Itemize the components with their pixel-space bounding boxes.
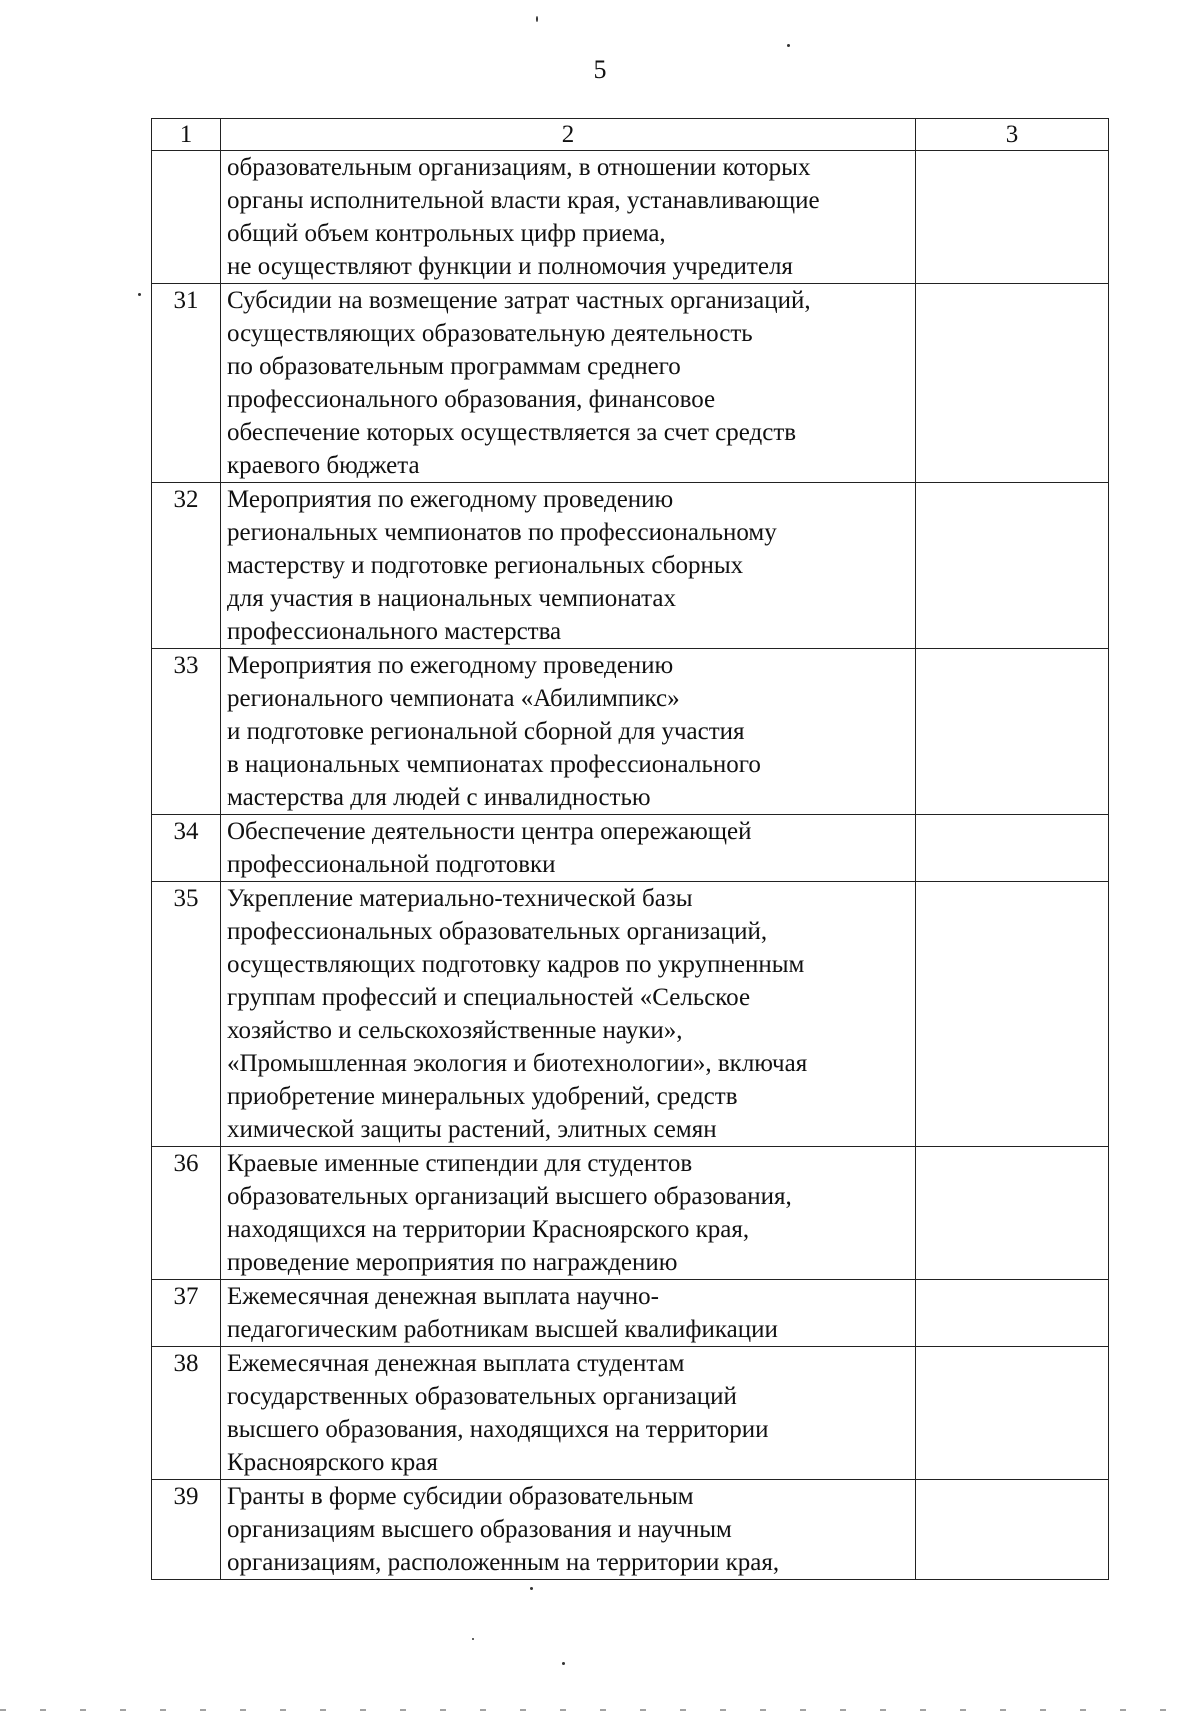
table-row xyxy=(152,1480,1109,1580)
description-line: Субсидии на возмещение затрат частных организаций, xyxy=(227,287,811,314)
description-line: региональных чемпионатов по профессиональному xyxy=(227,519,777,546)
scan-speck xyxy=(787,44,790,47)
row-description-cell xyxy=(221,1280,916,1347)
row-col3-cell xyxy=(916,1347,1109,1480)
row-description-cell xyxy=(221,815,916,882)
description-line: государственных образовательных организаций xyxy=(227,1383,737,1410)
row-col3-cell xyxy=(916,284,1109,483)
table-row xyxy=(152,649,1109,815)
description-line: образовательным организациям, в отношении которых xyxy=(227,154,811,181)
description-line: Укрепление материально-технической базы xyxy=(227,885,693,912)
row-description-cell xyxy=(221,1347,916,1480)
description-line: приобретение минеральных удобрений, средств xyxy=(227,1083,738,1110)
scan-speck xyxy=(138,293,141,296)
row-description-cell xyxy=(221,151,916,284)
row-number-cell: 36 xyxy=(152,1147,221,1280)
description-line: химической защиты растений, элитных семян xyxy=(227,1116,717,1143)
description-line: высшего образования, находящихся на территории xyxy=(227,1416,769,1443)
scan-speck xyxy=(472,1638,474,1640)
description-line: находящихся на территории Красноярского края, xyxy=(227,1216,750,1243)
row-description-cell xyxy=(221,882,916,1147)
scan-speck xyxy=(530,1587,533,1590)
row-col3-cell xyxy=(916,1480,1109,1580)
description-line: профессионального образования, финансовое xyxy=(227,386,716,413)
description-line: мастерству и подготовке региональных сборных xyxy=(227,552,744,579)
description-line: группам профессий и специальностей «Сельское xyxy=(227,984,751,1011)
description-line: по образовательным программам среднего xyxy=(227,353,681,380)
scan-speck xyxy=(536,16,538,22)
table-row xyxy=(152,284,1109,483)
row-number-cell: 39 xyxy=(152,1480,221,1580)
row-description-cell xyxy=(221,284,916,483)
description-line: Мероприятия по ежегодному проведению xyxy=(227,652,674,679)
description-line: «Промышленная экология и биотехнологии», включая xyxy=(227,1050,808,1077)
page-number: 5 xyxy=(593,55,607,84)
row-description-cell xyxy=(221,649,916,815)
header-cell-1: 1 xyxy=(152,119,221,151)
row-description-cell xyxy=(221,1147,916,1280)
table-header-row xyxy=(152,119,1109,151)
row-col3-cell xyxy=(916,1147,1109,1280)
description-line: педагогическим работникам высшей квалификации xyxy=(227,1316,778,1343)
table-row xyxy=(152,1280,1109,1347)
description-line: регионального чемпионата «Абилимпикс» xyxy=(227,685,680,712)
description-line: органы исполнительной власти края, устанавливающие xyxy=(227,187,820,214)
table-row xyxy=(152,151,1109,284)
description-line: осуществляющих образовательную деятельность xyxy=(227,320,753,347)
row-number-cell: 31 xyxy=(152,284,221,483)
description-line: образовательных организаций высшего образования, xyxy=(227,1183,792,1210)
row-description-cell xyxy=(221,1480,916,1580)
row-col3-cell xyxy=(916,151,1109,284)
table-row xyxy=(152,815,1109,882)
document-table xyxy=(151,118,1109,1580)
table-row xyxy=(152,1147,1109,1280)
header-cell-2: 2 xyxy=(221,119,916,151)
row-description-cell xyxy=(221,483,916,649)
description-line: Краевые именные стипендии для студентов xyxy=(227,1150,693,1177)
row-number-cell: 37 xyxy=(152,1280,221,1347)
row-number-cell: 35 xyxy=(152,882,221,1147)
row-number-cell: 32 xyxy=(152,483,221,649)
row-col3-cell xyxy=(916,882,1109,1147)
row-col3-cell xyxy=(916,483,1109,649)
description-line: и подготовке региональной сборной для участия xyxy=(227,718,745,745)
description-line: профессионального мастерства xyxy=(227,618,562,645)
description-line: не осуществляют функции и полномочия учредителя xyxy=(227,253,793,280)
row-number-cell xyxy=(152,151,221,284)
description-line: организациям, расположенным на территории края, xyxy=(227,1549,780,1576)
row-col3-cell xyxy=(916,649,1109,815)
header-cell-3: 3 xyxy=(916,119,1109,151)
description-line: в национальных чемпионатах профессионального xyxy=(227,751,761,778)
scan-speck xyxy=(562,1662,565,1665)
table-row xyxy=(152,1347,1109,1480)
table-row xyxy=(152,483,1109,649)
row-number-cell: 38 xyxy=(152,1347,221,1480)
scan-edge-rule xyxy=(0,1709,1200,1711)
description-line: профессиональных образовательных организаций, xyxy=(227,918,768,945)
table-body xyxy=(152,119,1109,1580)
row-col3-cell xyxy=(916,1280,1109,1347)
description-line: краевого бюджета xyxy=(227,452,420,479)
description-line: Обеспечение деятельности центра опережающей xyxy=(227,818,752,845)
description-line: хозяйство и сельскохозяйственные науки», xyxy=(227,1017,683,1044)
description-line: осуществляющих подготовку кадров по укрупненным xyxy=(227,951,805,978)
description-line: мастерства для людей с инвалидностью xyxy=(227,784,651,811)
description-line: Мероприятия по ежегодному проведению xyxy=(227,486,674,513)
description-line: организациям высшего образования и научным xyxy=(227,1516,732,1543)
description-line: профессиональной подготовки xyxy=(227,851,556,878)
description-line: общий объем контрольных цифр приема, xyxy=(227,220,666,247)
row-col3-cell xyxy=(916,815,1109,882)
description-line: обеспечение которых осуществляется за счет средств xyxy=(227,419,797,446)
description-line: Гранты в форме субсидии образовательным xyxy=(227,1483,694,1510)
description-line: Ежемесячная денежная выплата научно- xyxy=(227,1283,659,1310)
description-line: проведение мероприятия по награждению xyxy=(227,1249,678,1276)
description-line: для участия в национальных чемпионатах xyxy=(227,585,676,612)
table-row xyxy=(152,882,1109,1147)
row-number-cell: 34 xyxy=(152,815,221,882)
row-number-cell: 33 xyxy=(152,649,221,815)
description-line: Ежемесячная денежная выплата студентам xyxy=(227,1350,685,1377)
description-line: Красноярского края xyxy=(227,1449,438,1476)
